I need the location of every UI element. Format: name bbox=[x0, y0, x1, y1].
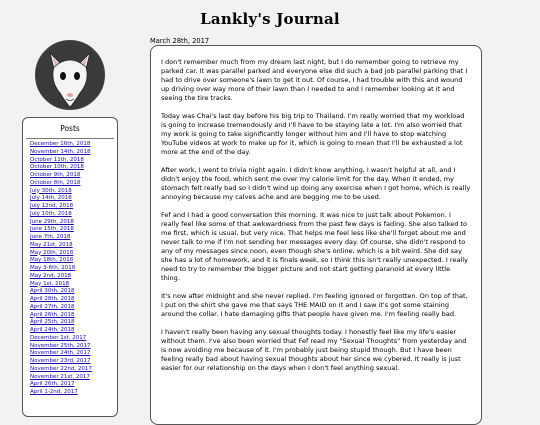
post-link[interactable]: October 9th, 2018 bbox=[30, 172, 81, 178]
post-list-item bbox=[30, 164, 117, 172]
post-list-item bbox=[30, 195, 117, 203]
post-link[interactable]: November 24th, 2017 bbox=[30, 350, 91, 357]
post-link[interactable]: July 14th, 2018 bbox=[30, 195, 72, 202]
post-link[interactable]: October 10th, 2018 bbox=[30, 164, 84, 171]
posts-title: Posts bbox=[60, 124, 80, 133]
post-link[interactable]: November 23rd, 2017 bbox=[30, 358, 91, 364]
entry-paragraph: I haven't really been having any sexual thoughts today. I honestly feel like my life's easier without them. I've also been worried that Fef read my "Sexual Thoughts" from yesterday and is now avoiding me because of it. I'm probably just being stupid though. But I have been feeling really bad about having sexual thoughts about her since we cybered. It really is just easier for our relationship on the days when I don't feel anything sexual. bbox=[161, 328, 467, 372]
post-list-item bbox=[30, 304, 117, 312]
entry-paragraph: It's now after midnight and she never replied. I'm feeling ignored or forgotten. On top of that, I put on the shirt she gave me that says THE MAID on it and I saw it's got some staining around the collar. I hate damaging gifts that people have given me. I'm feeling really bad. bbox=[161, 292, 468, 318]
post-link[interactable]: April 24th, 2018 bbox=[30, 327, 75, 333]
post-link[interactable]: April 26th, 2017 bbox=[30, 381, 75, 388]
post-list-item bbox=[30, 265, 117, 273]
post-link[interactable]: May 1st, 2018 bbox=[30, 280, 70, 287]
post-list-item bbox=[30, 219, 117, 227]
entry-date: March 28th, 2017 bbox=[150, 37, 210, 45]
post-list-item bbox=[30, 374, 117, 382]
post-list-item bbox=[30, 281, 117, 289]
entry-paragraph: Fef and I had a good conversation this morning. It was nice to just talk about Pokemon. I really feel like some of that awkwardness from the past few days is fading. She also talked to me first, which is usual, but very nice. That helps me feel less like she'll forget about me and never talk to me if I'm not sending her messages every day. Of course, she didn't respond to any of my messages since noon, even though she's online, which is a bit weird. She did say she has a lot of homework, and it is finals week, so I think this isn't really unexpected. I really need to try to remember the bigger picture and not start getting paranoid at every little thing. bbox=[161, 211, 468, 282]
post-list-item bbox=[30, 327, 117, 335]
post-list-item bbox=[30, 257, 117, 265]
post-list-item bbox=[30, 389, 117, 397]
post-link[interactable]: December 16th, 2018 bbox=[30, 141, 91, 147]
post-list-item bbox=[30, 250, 117, 258]
posts-panel bbox=[22, 117, 118, 417]
rat-avatar-icon bbox=[36, 41, 104, 109]
post-list-item bbox=[30, 350, 117, 358]
post-link[interactable]: October 8th, 2018 bbox=[30, 179, 81, 186]
post-link[interactable]: November 22nd, 2017 bbox=[30, 365, 92, 372]
post-link[interactable]: December 1st, 2017 bbox=[30, 334, 87, 341]
post-link[interactable]: July 30th, 2018 bbox=[30, 187, 72, 194]
post-link[interactable]: April 26th, 2018 bbox=[30, 311, 75, 318]
post-list-item bbox=[30, 366, 117, 374]
post-link[interactable]: April 28th, 2018 bbox=[30, 296, 75, 302]
post-link[interactable]: May 18th, 2018 bbox=[30, 257, 74, 264]
post-list-item bbox=[30, 358, 117, 366]
post-list-item bbox=[30, 343, 117, 351]
post-list-item bbox=[30, 234, 117, 242]
entry-paragraph: After work, I went to trivia night again. I didn't know anything, I wasn't helpful at all, and I didn't enjoy the food, which sent me over my calorie limit for the day. When it ended, my stomach felt really bad so I didn't wind up doing any exercise when I got home, which is really annoying because my calves ache and are begging me to be used. bbox=[161, 166, 471, 201]
post-list-item bbox=[30, 319, 117, 327]
post-link[interactable]: April 27th, 2018 bbox=[30, 303, 75, 310]
post-link[interactable]: October 11th, 2018 bbox=[30, 156, 84, 163]
post-link[interactable]: June 29th, 2018 bbox=[30, 218, 74, 225]
post-link[interactable]: July 12nd, 2018 bbox=[30, 203, 74, 209]
post-list-item bbox=[30, 180, 117, 188]
post-link[interactable]: June 15th, 2018 bbox=[30, 226, 74, 233]
site-title[interactable]: Lankly's Journal bbox=[200, 10, 340, 28]
post-link[interactable]: April 25th, 2018 bbox=[30, 319, 75, 326]
post-link[interactable]: June 7th, 2018 bbox=[30, 234, 71, 240]
post-list-item bbox=[30, 288, 117, 296]
post-link[interactable]: May 21st, 2018 bbox=[30, 241, 73, 248]
post-list-item bbox=[30, 312, 117, 320]
post-link[interactable]: July 10th, 2018 bbox=[30, 210, 72, 217]
post-link[interactable]: May 2nd, 2018 bbox=[30, 272, 72, 279]
post-list-item bbox=[30, 242, 117, 250]
post-list bbox=[23, 141, 117, 397]
post-link[interactable]: November 14th, 2018 bbox=[30, 148, 91, 155]
post-list-item bbox=[30, 157, 117, 165]
post-list-item bbox=[30, 296, 117, 304]
post-link[interactable]: April 30th, 2018 bbox=[30, 288, 75, 295]
post-list-item bbox=[30, 172, 117, 180]
post-link[interactable]: November 25th, 2017 bbox=[30, 342, 91, 349]
post-link[interactable]: November 21st, 2017 bbox=[30, 373, 90, 380]
post-list-item bbox=[30, 211, 117, 219]
entry-body bbox=[150, 45, 482, 425]
avatar bbox=[35, 40, 105, 110]
post-list-item bbox=[30, 273, 117, 281]
post-list-item bbox=[30, 203, 117, 211]
post-link[interactable]: April 1-2nd, 2017 bbox=[30, 389, 78, 395]
post-list-item bbox=[30, 149, 117, 157]
posts-divider bbox=[26, 138, 114, 139]
post-list-item bbox=[30, 141, 117, 149]
entry-paragraph: I don't remember much from my dream last night, but I do remember going to retrieve my parked car. It was parallel parked and everyone else did such a bad job parallel parking that I had to drive over someone's lawn to get it out. Of course, I had trouble with this and wound up driving over way more of their lawn than I needed to and I remember looking at it and seeing the tire tracks. bbox=[161, 58, 468, 102]
post-link[interactable]: May 20th, 2018 bbox=[30, 249, 74, 256]
post-link[interactable]: May 3-6th, 2018 bbox=[30, 265, 76, 271]
entry-paragraph: Today was Chai's last day before his big trip to Thailand. I'm really worried that my workload is going to increase tremendously and I'll have to be staying late a lot. I'm also worried that my work is going to take significantly longer without him and I'll have to stop watching YouTube videos at work to make up for it, which is going to mean that I'll be exhausted a lot more at the end of the day. bbox=[161, 112, 465, 156]
post-list-item bbox=[30, 381, 117, 389]
post-list-item bbox=[30, 188, 117, 196]
post-list-item bbox=[30, 226, 117, 234]
post-list-item bbox=[30, 335, 117, 343]
